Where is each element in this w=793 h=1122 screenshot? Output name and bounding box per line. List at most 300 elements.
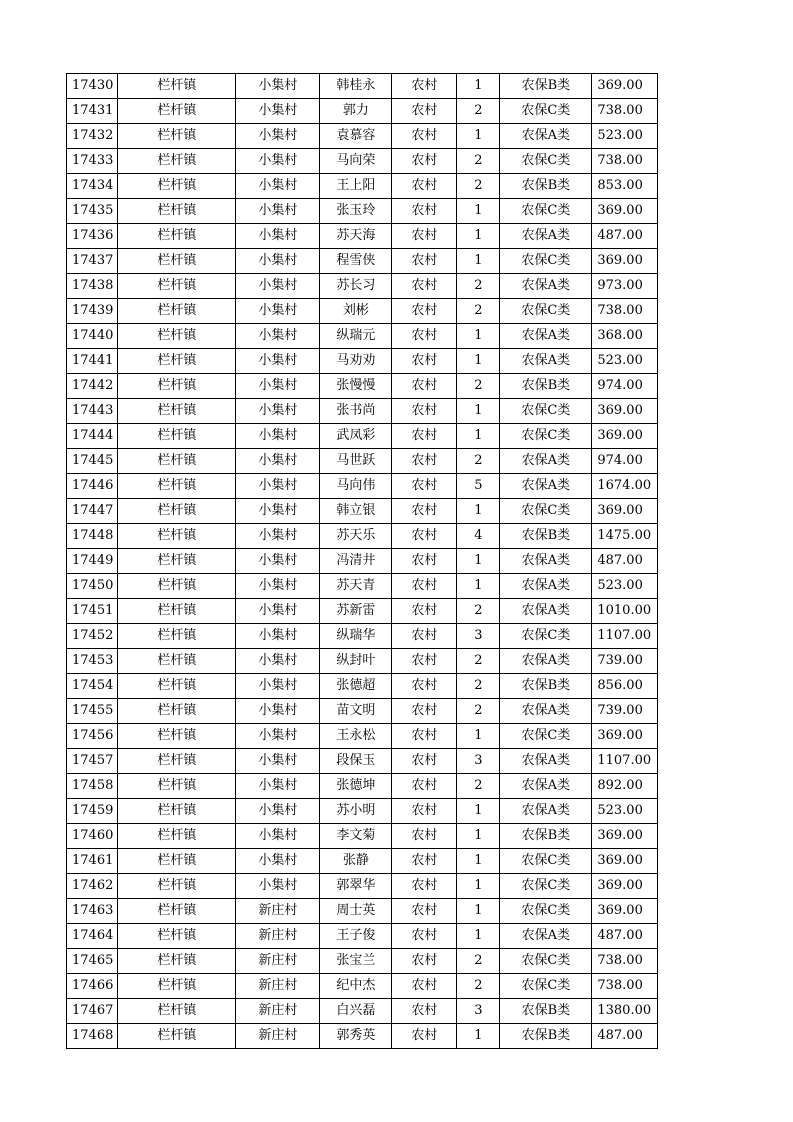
name-cell: 马世跃 bbox=[320, 449, 392, 474]
category-cell: 农保A类 bbox=[500, 599, 592, 624]
household-type-cell: 农村 bbox=[392, 99, 457, 124]
name-cell: 武凤彩 bbox=[320, 424, 392, 449]
village-cell: 小集村 bbox=[236, 524, 320, 549]
name-cell: 刘彬 bbox=[320, 299, 392, 324]
member-count-cell: 1 bbox=[457, 199, 500, 224]
member-count-cell: 2 bbox=[457, 949, 500, 974]
name-cell: 马向伟 bbox=[320, 474, 392, 499]
town-cell: 栏杆镇 bbox=[118, 324, 236, 349]
member-count-cell: 1 bbox=[457, 874, 500, 899]
amount-cell: 369.00 bbox=[592, 724, 658, 749]
record-id-cell: 17454 bbox=[67, 674, 118, 699]
category-cell: 农保B类 bbox=[500, 824, 592, 849]
table-body bbox=[67, 74, 658, 1049]
household-type-cell: 农村 bbox=[392, 324, 457, 349]
town-cell: 栏杆镇 bbox=[118, 874, 236, 899]
town-cell: 栏杆镇 bbox=[118, 749, 236, 774]
record-id-cell: 17447 bbox=[67, 499, 118, 524]
amount-cell: 738.00 bbox=[592, 974, 658, 999]
household-type-cell: 农村 bbox=[392, 799, 457, 824]
category-cell: 农保A类 bbox=[500, 549, 592, 574]
category-cell: 农保C类 bbox=[500, 399, 592, 424]
member-count-cell: 2 bbox=[457, 299, 500, 324]
town-cell: 栏杆镇 bbox=[118, 949, 236, 974]
member-count-cell: 1 bbox=[457, 824, 500, 849]
record-id-cell: 17432 bbox=[67, 124, 118, 149]
member-count-cell: 3 bbox=[457, 749, 500, 774]
village-cell: 小集村 bbox=[236, 774, 320, 799]
amount-cell: 369.00 bbox=[592, 74, 658, 99]
category-cell: 农保B类 bbox=[500, 174, 592, 199]
record-id-cell: 17452 bbox=[67, 624, 118, 649]
category-cell: 农保C类 bbox=[500, 299, 592, 324]
name-cell: 张玉玲 bbox=[320, 199, 392, 224]
town-cell: 栏杆镇 bbox=[118, 474, 236, 499]
amount-cell: 487.00 bbox=[592, 924, 658, 949]
name-cell: 张宝兰 bbox=[320, 949, 392, 974]
amount-cell: 369.00 bbox=[592, 199, 658, 224]
town-cell: 栏杆镇 bbox=[118, 799, 236, 824]
category-cell: 农保A类 bbox=[500, 924, 592, 949]
record-id-cell: 17444 bbox=[67, 424, 118, 449]
record-id-cell: 17466 bbox=[67, 974, 118, 999]
amount-cell: 369.00 bbox=[592, 824, 658, 849]
village-cell: 小集村 bbox=[236, 99, 320, 124]
household-type-cell: 农村 bbox=[392, 649, 457, 674]
category-cell: 农保A类 bbox=[500, 474, 592, 499]
member-count-cell: 1 bbox=[457, 724, 500, 749]
table-row bbox=[67, 499, 658, 524]
table-row bbox=[67, 799, 658, 824]
household-type-cell: 农村 bbox=[392, 274, 457, 299]
household-type-cell: 农村 bbox=[392, 474, 457, 499]
category-cell: 农保A类 bbox=[500, 699, 592, 724]
member-count-cell: 4 bbox=[457, 524, 500, 549]
table-row bbox=[67, 824, 658, 849]
town-cell: 栏杆镇 bbox=[118, 724, 236, 749]
category-cell: 农保A类 bbox=[500, 774, 592, 799]
village-cell: 小集村 bbox=[236, 674, 320, 699]
name-cell: 张书尚 bbox=[320, 399, 392, 424]
table-row bbox=[67, 899, 658, 924]
town-cell: 栏杆镇 bbox=[118, 199, 236, 224]
record-id-cell: 17458 bbox=[67, 774, 118, 799]
member-count-cell: 2 bbox=[457, 774, 500, 799]
name-cell: 纵瑞华 bbox=[320, 624, 392, 649]
category-cell: 农保A类 bbox=[500, 749, 592, 774]
table-row bbox=[67, 999, 658, 1024]
town-cell: 栏杆镇 bbox=[118, 849, 236, 874]
household-type-cell: 农村 bbox=[392, 499, 457, 524]
category-cell: 农保C类 bbox=[500, 849, 592, 874]
village-cell: 新庄村 bbox=[236, 949, 320, 974]
household-type-cell: 农村 bbox=[392, 974, 457, 999]
household-type-cell: 农村 bbox=[392, 424, 457, 449]
name-cell: 韩立银 bbox=[320, 499, 392, 524]
member-count-cell: 1 bbox=[457, 424, 500, 449]
amount-cell: 369.00 bbox=[592, 424, 658, 449]
town-cell: 栏杆镇 bbox=[118, 449, 236, 474]
town-cell: 栏杆镇 bbox=[118, 149, 236, 174]
name-cell: 程雪侠 bbox=[320, 249, 392, 274]
amount-cell: 487.00 bbox=[592, 224, 658, 249]
table-row bbox=[67, 874, 658, 899]
village-cell: 新庄村 bbox=[236, 924, 320, 949]
town-cell: 栏杆镇 bbox=[118, 624, 236, 649]
town-cell: 栏杆镇 bbox=[118, 249, 236, 274]
table-row bbox=[67, 199, 658, 224]
amount-cell: 738.00 bbox=[592, 949, 658, 974]
village-cell: 新庄村 bbox=[236, 974, 320, 999]
amount-cell: 853.00 bbox=[592, 174, 658, 199]
town-cell: 栏杆镇 bbox=[118, 924, 236, 949]
village-cell: 小集村 bbox=[236, 374, 320, 399]
household-type-cell: 农村 bbox=[392, 524, 457, 549]
table-row bbox=[67, 699, 658, 724]
town-cell: 栏杆镇 bbox=[118, 99, 236, 124]
table-row bbox=[67, 849, 658, 874]
table-row bbox=[67, 524, 658, 549]
data-table bbox=[66, 73, 658, 1049]
name-cell: 纵瑞元 bbox=[320, 324, 392, 349]
name-cell: 袁慕容 bbox=[320, 124, 392, 149]
category-cell: 农保C类 bbox=[500, 724, 592, 749]
member-count-cell: 1 bbox=[457, 399, 500, 424]
amount-cell: 856.00 bbox=[592, 674, 658, 699]
amount-cell: 369.00 bbox=[592, 249, 658, 274]
member-count-cell: 2 bbox=[457, 649, 500, 674]
name-cell: 马向荣 bbox=[320, 149, 392, 174]
member-count-cell: 2 bbox=[457, 699, 500, 724]
record-id-cell: 17442 bbox=[67, 374, 118, 399]
member-count-cell: 1 bbox=[457, 499, 500, 524]
record-id-cell: 17440 bbox=[67, 324, 118, 349]
amount-cell: 523.00 bbox=[592, 124, 658, 149]
category-cell: 农保A类 bbox=[500, 124, 592, 149]
amount-cell: 739.00 bbox=[592, 649, 658, 674]
category-cell: 农保A类 bbox=[500, 574, 592, 599]
household-type-cell: 农村 bbox=[392, 449, 457, 474]
village-cell: 小集村 bbox=[236, 74, 320, 99]
village-cell: 新庄村 bbox=[236, 999, 320, 1024]
amount-cell: 974.00 bbox=[592, 449, 658, 474]
member-count-cell: 5 bbox=[457, 474, 500, 499]
amount-cell: 738.00 bbox=[592, 299, 658, 324]
record-id-cell: 17430 bbox=[67, 74, 118, 99]
record-id-cell: 17433 bbox=[67, 149, 118, 174]
name-cell: 纪中杰 bbox=[320, 974, 392, 999]
household-type-cell: 农村 bbox=[392, 699, 457, 724]
member-count-cell: 1 bbox=[457, 124, 500, 149]
name-cell: 周士英 bbox=[320, 899, 392, 924]
amount-cell: 738.00 bbox=[592, 99, 658, 124]
name-cell: 冯清井 bbox=[320, 549, 392, 574]
village-cell: 小集村 bbox=[236, 324, 320, 349]
member-count-cell: 1 bbox=[457, 849, 500, 874]
village-cell: 小集村 bbox=[236, 174, 320, 199]
household-type-cell: 农村 bbox=[392, 1024, 457, 1049]
category-cell: 农保B类 bbox=[500, 1024, 592, 1049]
category-cell: 农保A类 bbox=[500, 349, 592, 374]
amount-cell: 1107.00 bbox=[592, 749, 658, 774]
table-row bbox=[67, 974, 658, 999]
name-cell: 张德坤 bbox=[320, 774, 392, 799]
name-cell: 苏天青 bbox=[320, 574, 392, 599]
record-id-cell: 17453 bbox=[67, 649, 118, 674]
record-id-cell: 17467 bbox=[67, 999, 118, 1024]
category-cell: 农保C类 bbox=[500, 199, 592, 224]
town-cell: 栏杆镇 bbox=[118, 974, 236, 999]
household-type-cell: 农村 bbox=[392, 824, 457, 849]
category-cell: 农保C类 bbox=[500, 99, 592, 124]
table-row bbox=[67, 374, 658, 399]
record-id-cell: 17464 bbox=[67, 924, 118, 949]
category-cell: 农保B类 bbox=[500, 524, 592, 549]
household-type-cell: 农村 bbox=[392, 74, 457, 99]
record-id-cell: 17431 bbox=[67, 99, 118, 124]
table-row bbox=[67, 249, 658, 274]
name-cell: 王永松 bbox=[320, 724, 392, 749]
amount-cell: 369.00 bbox=[592, 399, 658, 424]
town-cell: 栏杆镇 bbox=[118, 174, 236, 199]
member-count-cell: 1 bbox=[457, 799, 500, 824]
table-row bbox=[67, 774, 658, 799]
name-cell: 郭秀英 bbox=[320, 1024, 392, 1049]
name-cell: 王上阳 bbox=[320, 174, 392, 199]
name-cell: 郭力 bbox=[320, 99, 392, 124]
category-cell: 农保B类 bbox=[500, 674, 592, 699]
amount-cell: 1380.00 bbox=[592, 999, 658, 1024]
member-count-cell: 1 bbox=[457, 899, 500, 924]
household-type-cell: 农村 bbox=[392, 774, 457, 799]
member-count-cell: 2 bbox=[457, 374, 500, 399]
record-id-cell: 17438 bbox=[67, 274, 118, 299]
town-cell: 栏杆镇 bbox=[118, 524, 236, 549]
table-row bbox=[67, 599, 658, 624]
name-cell: 张静 bbox=[320, 849, 392, 874]
category-cell: 农保C类 bbox=[500, 499, 592, 524]
town-cell: 栏杆镇 bbox=[118, 999, 236, 1024]
town-cell: 栏杆镇 bbox=[118, 499, 236, 524]
table-row bbox=[67, 724, 658, 749]
household-type-cell: 农村 bbox=[392, 349, 457, 374]
household-type-cell: 农村 bbox=[392, 124, 457, 149]
town-cell: 栏杆镇 bbox=[118, 274, 236, 299]
name-cell: 张慢慢 bbox=[320, 374, 392, 399]
member-count-cell: 1 bbox=[457, 349, 500, 374]
category-cell: 农保B类 bbox=[500, 374, 592, 399]
category-cell: 农保C类 bbox=[500, 974, 592, 999]
record-id-cell: 17446 bbox=[67, 474, 118, 499]
table-row bbox=[67, 449, 658, 474]
town-cell: 栏杆镇 bbox=[118, 299, 236, 324]
member-count-cell: 2 bbox=[457, 599, 500, 624]
member-count-cell: 1 bbox=[457, 224, 500, 249]
member-count-cell: 1 bbox=[457, 549, 500, 574]
household-type-cell: 农村 bbox=[392, 224, 457, 249]
table-row bbox=[67, 299, 658, 324]
member-count-cell: 1 bbox=[457, 1024, 500, 1049]
member-count-cell: 3 bbox=[457, 624, 500, 649]
town-cell: 栏杆镇 bbox=[118, 374, 236, 399]
village-cell: 小集村 bbox=[236, 874, 320, 899]
town-cell: 栏杆镇 bbox=[118, 549, 236, 574]
category-cell: 农保C类 bbox=[500, 874, 592, 899]
table-row bbox=[67, 749, 658, 774]
village-cell: 小集村 bbox=[236, 474, 320, 499]
category-cell: 农保C类 bbox=[500, 899, 592, 924]
record-id-cell: 17459 bbox=[67, 799, 118, 824]
member-count-cell: 2 bbox=[457, 149, 500, 174]
record-id-cell: 17451 bbox=[67, 599, 118, 624]
category-cell: 农保C类 bbox=[500, 424, 592, 449]
member-count-cell: 1 bbox=[457, 574, 500, 599]
record-id-cell: 17456 bbox=[67, 724, 118, 749]
table-row bbox=[67, 1024, 658, 1049]
category-cell: 农保C类 bbox=[500, 249, 592, 274]
village-cell: 小集村 bbox=[236, 274, 320, 299]
amount-cell: 523.00 bbox=[592, 799, 658, 824]
household-type-cell: 农村 bbox=[392, 249, 457, 274]
amount-cell: 892.00 bbox=[592, 774, 658, 799]
town-cell: 栏杆镇 bbox=[118, 824, 236, 849]
table-row bbox=[67, 949, 658, 974]
record-id-cell: 17436 bbox=[67, 224, 118, 249]
category-cell: 农保A类 bbox=[500, 799, 592, 824]
category-cell: 农保C类 bbox=[500, 149, 592, 174]
table-row bbox=[67, 674, 658, 699]
village-cell: 小集村 bbox=[236, 199, 320, 224]
household-type-cell: 农村 bbox=[392, 149, 457, 174]
amount-cell: 369.00 bbox=[592, 849, 658, 874]
household-type-cell: 农村 bbox=[392, 599, 457, 624]
amount-cell: 974.00 bbox=[592, 374, 658, 399]
village-cell: 小集村 bbox=[236, 424, 320, 449]
name-cell: 苏新雷 bbox=[320, 599, 392, 624]
record-id-cell: 17460 bbox=[67, 824, 118, 849]
town-cell: 栏杆镇 bbox=[118, 124, 236, 149]
table-row bbox=[67, 224, 658, 249]
amount-cell: 1674.00 bbox=[592, 474, 658, 499]
amount-cell: 738.00 bbox=[592, 149, 658, 174]
category-cell: 农保A类 bbox=[500, 274, 592, 299]
record-id-cell: 17434 bbox=[67, 174, 118, 199]
name-cell: 张德超 bbox=[320, 674, 392, 699]
village-cell: 小集村 bbox=[236, 299, 320, 324]
village-cell: 小集村 bbox=[236, 224, 320, 249]
member-count-cell: 1 bbox=[457, 324, 500, 349]
record-id-cell: 17457 bbox=[67, 749, 118, 774]
amount-cell: 1010.00 bbox=[592, 599, 658, 624]
member-count-cell: 2 bbox=[457, 674, 500, 699]
village-cell: 小集村 bbox=[236, 124, 320, 149]
town-cell: 栏杆镇 bbox=[118, 424, 236, 449]
town-cell: 栏杆镇 bbox=[118, 674, 236, 699]
table-row bbox=[67, 174, 658, 199]
name-cell: 白兴磊 bbox=[320, 999, 392, 1024]
name-cell: 苏天海 bbox=[320, 224, 392, 249]
record-id-cell: 17435 bbox=[67, 199, 118, 224]
member-count-cell: 2 bbox=[457, 99, 500, 124]
category-cell: 农保B类 bbox=[500, 999, 592, 1024]
household-type-cell: 农村 bbox=[392, 174, 457, 199]
record-id-cell: 17439 bbox=[67, 299, 118, 324]
record-id-cell: 17437 bbox=[67, 249, 118, 274]
household-type-cell: 农村 bbox=[392, 924, 457, 949]
village-cell: 新庄村 bbox=[236, 899, 320, 924]
record-id-cell: 17441 bbox=[67, 349, 118, 374]
record-id-cell: 17450 bbox=[67, 574, 118, 599]
member-count-cell: 2 bbox=[457, 274, 500, 299]
record-id-cell: 17449 bbox=[67, 549, 118, 574]
table-row bbox=[67, 649, 658, 674]
household-type-cell: 农村 bbox=[392, 399, 457, 424]
category-cell: 农保B类 bbox=[500, 74, 592, 99]
village-cell: 小集村 bbox=[236, 449, 320, 474]
town-cell: 栏杆镇 bbox=[118, 349, 236, 374]
town-cell: 栏杆镇 bbox=[118, 224, 236, 249]
table-row bbox=[67, 924, 658, 949]
name-cell: 纵封叶 bbox=[320, 649, 392, 674]
household-type-cell: 农村 bbox=[392, 199, 457, 224]
record-id-cell: 17443 bbox=[67, 399, 118, 424]
name-cell: 苏长习 bbox=[320, 274, 392, 299]
record-id-cell: 17445 bbox=[67, 449, 118, 474]
name-cell: 苗文明 bbox=[320, 699, 392, 724]
member-count-cell: 1 bbox=[457, 74, 500, 99]
village-cell: 小集村 bbox=[236, 499, 320, 524]
amount-cell: 369.00 bbox=[592, 874, 658, 899]
name-cell: 郭翠华 bbox=[320, 874, 392, 899]
household-type-cell: 农村 bbox=[392, 299, 457, 324]
name-cell: 李文菊 bbox=[320, 824, 392, 849]
name-cell: 王子俊 bbox=[320, 924, 392, 949]
table-row bbox=[67, 399, 658, 424]
town-cell: 栏杆镇 bbox=[118, 74, 236, 99]
village-cell: 小集村 bbox=[236, 249, 320, 274]
village-cell: 新庄村 bbox=[236, 1024, 320, 1049]
village-cell: 小集村 bbox=[236, 824, 320, 849]
category-cell: 农保C类 bbox=[500, 949, 592, 974]
table-row bbox=[67, 324, 658, 349]
category-cell: 农保C类 bbox=[500, 624, 592, 649]
village-cell: 小集村 bbox=[236, 599, 320, 624]
amount-cell: 739.00 bbox=[592, 699, 658, 724]
town-cell: 栏杆镇 bbox=[118, 699, 236, 724]
table-row bbox=[67, 424, 658, 449]
record-id-cell: 17462 bbox=[67, 874, 118, 899]
category-cell: 农保A类 bbox=[500, 224, 592, 249]
town-cell: 栏杆镇 bbox=[118, 574, 236, 599]
amount-cell: 973.00 bbox=[592, 274, 658, 299]
table-row bbox=[67, 124, 658, 149]
village-cell: 小集村 bbox=[236, 149, 320, 174]
amount-cell: 523.00 bbox=[592, 574, 658, 599]
household-type-cell: 农村 bbox=[392, 899, 457, 924]
member-count-cell: 1 bbox=[457, 249, 500, 274]
town-cell: 栏杆镇 bbox=[118, 399, 236, 424]
household-type-cell: 农村 bbox=[392, 849, 457, 874]
table-row bbox=[67, 549, 658, 574]
village-cell: 小集村 bbox=[236, 849, 320, 874]
amount-cell: 487.00 bbox=[592, 549, 658, 574]
town-cell: 栏杆镇 bbox=[118, 599, 236, 624]
household-type-cell: 农村 bbox=[392, 874, 457, 899]
village-cell: 小集村 bbox=[236, 624, 320, 649]
village-cell: 小集村 bbox=[236, 649, 320, 674]
table-row bbox=[67, 574, 658, 599]
table-row bbox=[67, 149, 658, 174]
